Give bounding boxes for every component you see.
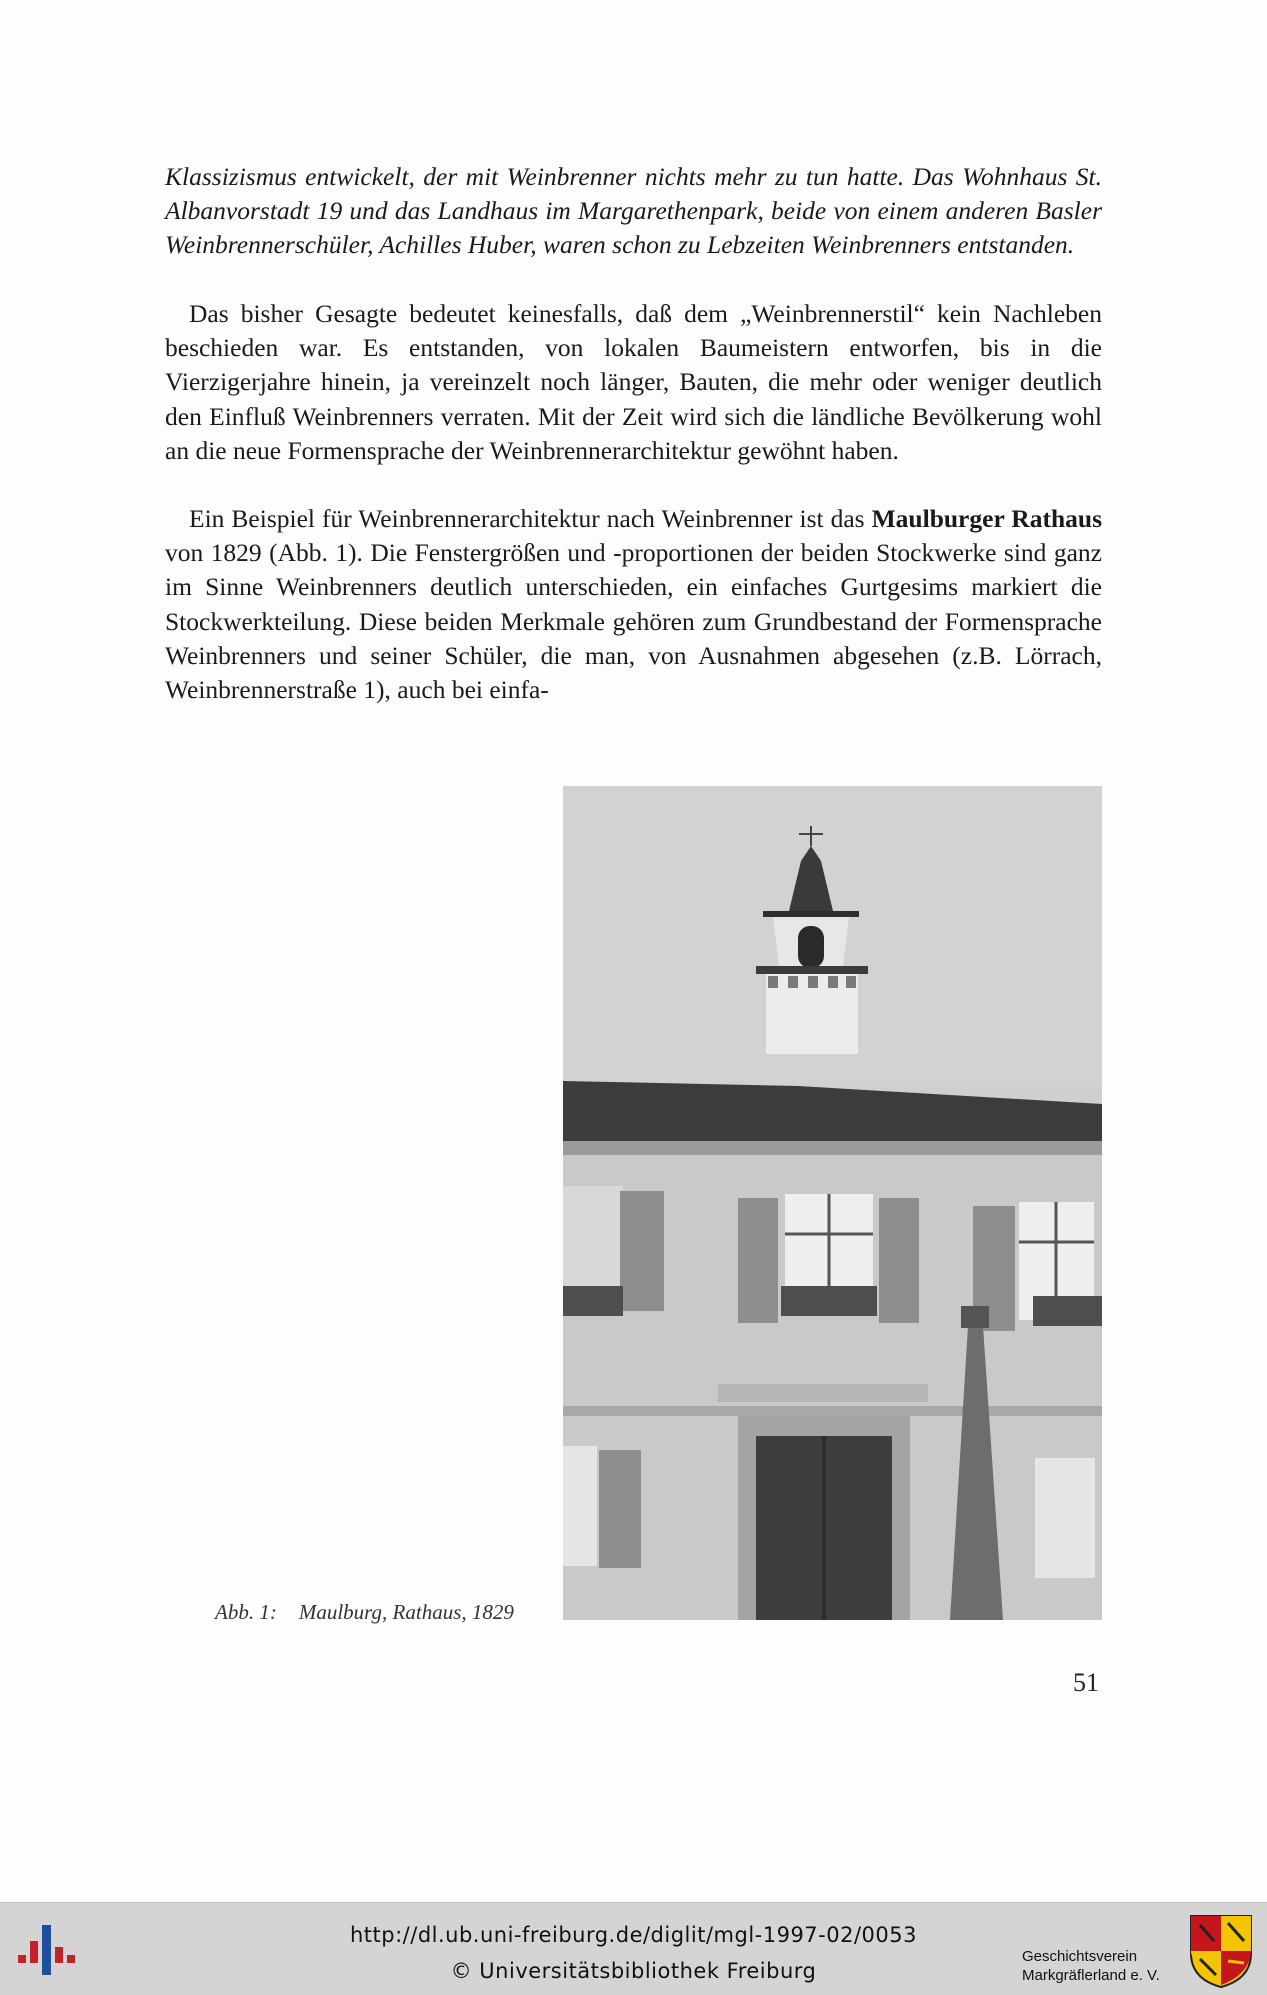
caption-label: Abb. 1: (215, 1600, 277, 1624)
caption-text: Maulburg, Rathaus, 1829 (298, 1600, 514, 1624)
society-name (1022, 1947, 1160, 1985)
paragraph-3-rest: von 1829 (Abb. 1). Die Fenstergrößen und -proportionen der beiden Stockwerke sind ganz im Sinne Weinbrenners deutlich unterschieden, ein einfaches Gurtgesims markiert die Stockwerkteilung. Diese beiden Merkmale gehören zum Grundbestand der Formensprache Weinbrenners und seiner Schüler, die man, von Ausnahmen abgesehen (z.B. Lörrach, Weinbrennerstraße 1), auch bei einfa- (165, 538, 1102, 705)
society-line-1: Geschichtsverein (1022, 1948, 1138, 1965)
page-number: 51 (1073, 1668, 1099, 1697)
coat-of-arms-icon (1188, 1913, 1254, 1989)
text-block-3 (165, 502, 1102, 707)
italic-paragraph: Klassizismus entwickelt, der mit Weinbrenner nichts mehr zu tun hatte. Das Wohnhaus St. Albanvorstadt 19 und das Landhaus im Margarethenpark, beide von einem anderen Basler Weinbrennerschüler, Achilles Huber, waren schon zu Lebzeiten Weinbrenners entstanden. (165, 162, 1102, 260)
text-block-italic (165, 160, 1102, 263)
text-block-2 (165, 297, 1102, 468)
paragraph-3-start: Ein Beispiel für Weinbrennerarchitektur nach Weinbrenner ist das (189, 504, 872, 533)
paragraph-3 (165, 502, 1102, 707)
paragraph-2: Das bisher Gesagte bedeutet keinesfalls, daß dem „Weinbrennerstil“ kein Nachleben beschieden war. Es entstanden, von lokalen Baumeistern entworfen, bis in die Vierzigerjahre hinein, ja vereinzelt noch länger, Bauten, die mehr oder weniger deutlich den Einfluß Weinbrenners verraten. Mit der Zeit wird sich die ländliche Bevölkerung wohl an die neue Formensprache der Weinbrennerarchitektur gewöhnt haben. (165, 299, 1102, 465)
copyright-notice: © Universitätsbibliothek Freiburg (450, 1959, 817, 1983)
permalink-url[interactable]: http://dl.ub.uni-freiburg.de/diglit/mgl-1997-02/0053 (349, 1923, 917, 1947)
paragraph-3-bold: Maulburger Rathaus (871, 504, 1103, 533)
rathaus-photo (563, 786, 1102, 1620)
society-line-2: Markgräflerland e. V. (1022, 1967, 1160, 1984)
footer-bar (0, 1902, 1267, 1995)
figure-caption (215, 1600, 514, 1625)
